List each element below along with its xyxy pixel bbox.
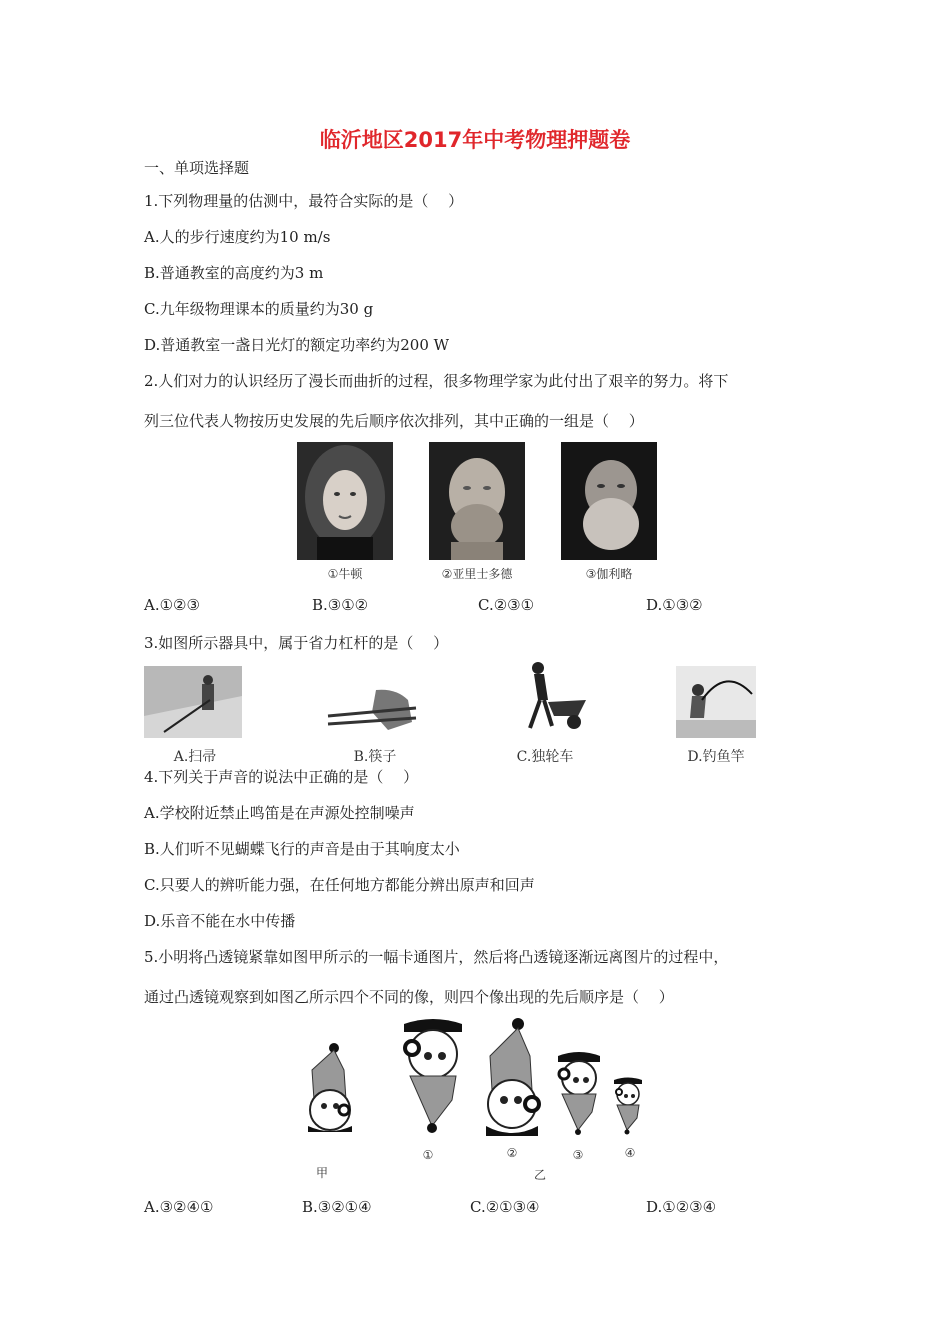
cartoon-image-2	[478, 1016, 548, 1144]
q4-option-c: C.只要人的辨听能力强，在任何地方都能分辨出原声和回声	[144, 876, 535, 894]
section-heading: 一、单项选择题	[144, 159, 250, 177]
q2-option-c: C.②③①	[478, 596, 535, 614]
image-broom	[144, 666, 242, 742]
q5-option-c: C.②①③④	[470, 1198, 540, 1216]
caption-galileo: ③伽利略	[585, 567, 633, 581]
portrait-aristotle	[429, 442, 525, 560]
q2-stem-line1: 2.人们对力的认识经历了漫长而曲折的过程，很多物理学家为此付出了艰辛的努力。将下	[144, 372, 729, 390]
q5-option-b: B.③②①④	[302, 1198, 372, 1216]
image-fishing-rod	[676, 666, 756, 742]
q4-stem: 4.下列关于声音的说法中正确的是（ ）	[144, 768, 419, 786]
caption-chopsticks: B.筷子	[353, 749, 397, 765]
cartoon-jia	[300, 1040, 360, 1140]
caption-broom: A.扫帚	[173, 749, 217, 765]
q3-stem: 3.如图所示器具中，属于省力杠杆的是（ ）	[144, 634, 449, 652]
q2-option-b: B.③①②	[312, 596, 369, 614]
caption-wheelbarrow: C.独轮车	[516, 749, 574, 765]
q5-stem-line1: 5.小明将凸透镜紧靠如图甲所示的一幅卡通图片，然后将凸透镜逐渐远离图片的过程中，	[144, 948, 729, 966]
q2-option-d: D.①③②	[646, 596, 703, 614]
image-chopsticks	[326, 686, 418, 738]
caption-newton: ①牛顿	[327, 567, 363, 581]
q4-option-a: A.学校附近禁止鸣笛是在声源处控制噪声	[144, 804, 415, 822]
caption-fishing-rod: D.钓鱼竿	[687, 749, 745, 765]
cartoon-image-4	[612, 1076, 644, 1140]
q1-option-b: B.普通教室的高度约为3 m	[144, 264, 324, 282]
q2-option-a: A.①②③	[144, 596, 200, 614]
q5-option-a: A.③②④①	[144, 1198, 214, 1216]
q1-option-d: D.普通教室一盏日光灯的额定功率约为200 W	[144, 336, 450, 354]
q1-stem: 1.下列物理量的估测中，最符合实际的是（ ）	[144, 192, 464, 210]
page-title: 临沂地区2017年中考物理押题卷	[319, 128, 631, 152]
label-num-2: ②	[506, 1146, 518, 1160]
q1-option-c: C.九年级物理课本的质量约为30 g	[144, 300, 374, 318]
label-num-3: ③	[572, 1148, 584, 1162]
q5-option-d: D.①②③④	[646, 1198, 717, 1216]
label-jia: 甲	[315, 1166, 328, 1180]
cartoon-image-1	[398, 1016, 468, 1140]
cartoon-image-3	[554, 1050, 604, 1140]
image-wheelbarrow	[508, 660, 590, 736]
caption-aristotle: ②亚里士多德	[441, 567, 513, 581]
label-yi: 乙	[533, 1168, 546, 1182]
q2-stem-line2: 列三位代表人物按历史发展的先后顺序依次排列，其中正确的一组是（ ）	[144, 412, 644, 430]
q5-stem-line2: 通过凸透镜观察到如图乙所示四个不同的像，则四个像出现的先后顺序是（ ）	[144, 988, 674, 1006]
q4-option-d: D.乐音不能在水中传播	[144, 912, 296, 930]
portrait-newton	[297, 442, 393, 560]
q4-option-b: B.人们听不见蝴蝶飞行的声音是由于其响度太小	[144, 840, 460, 858]
label-num-1: ①	[422, 1148, 434, 1162]
portrait-galileo	[561, 442, 657, 560]
label-num-4: ④	[624, 1146, 636, 1160]
q1-option-a: A.人的步行速度约为10 m/s	[144, 228, 331, 246]
